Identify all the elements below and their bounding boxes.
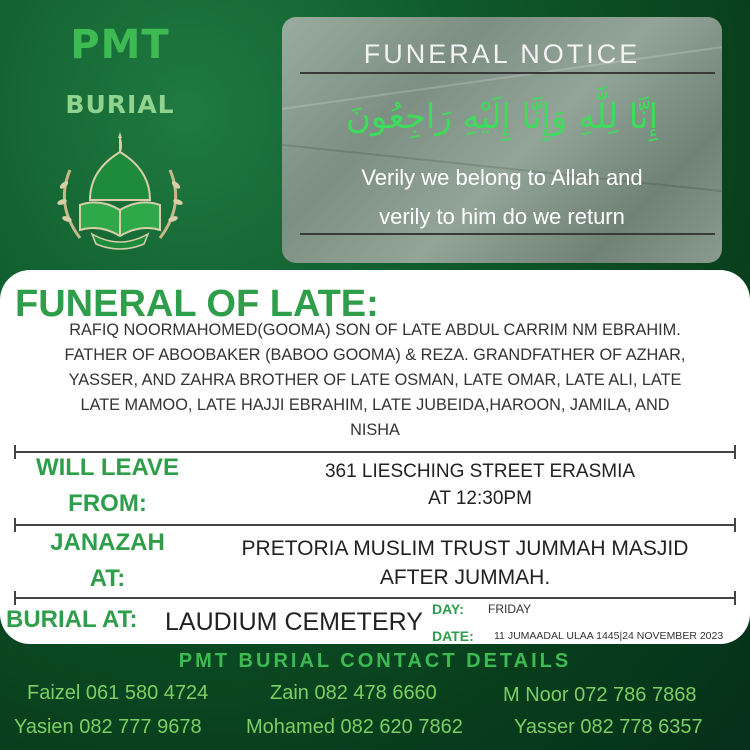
contact-yasien[interactable]: Yasien 082 777 9678 (14, 716, 202, 738)
brand-name: PMT (70, 22, 170, 68)
notice-title: FUNERAL NOTICE (363, 39, 641, 69)
notice-divider (300, 233, 715, 235)
janazah-label-line1: JANAZAH (50, 529, 165, 556)
date-label: DATE: (432, 628, 474, 644)
detail-line: FATHER OF ABOOBAKER (BABOO GOOMA) & REZA. GRANDFATHER OF AZHAR, (64, 346, 686, 364)
contacts-title: PMT BURIAL CONTACT DETAILS (178, 650, 572, 672)
janazah-place: PRETORIA MUSLIM TRUST JUMMAH MASJID (241, 537, 689, 560)
funeral-notice-card (282, 17, 722, 263)
contact-zain[interactable]: Zain 082 478 6660 (270, 682, 437, 704)
leave-address: 361 LIESCHING STREET ERASMIA (324, 461, 636, 482)
janazah-time: AFTER JUMMAH. (379, 566, 551, 589)
contact-m-noor[interactable]: M Noor 072 786 7868 (503, 684, 697, 706)
burial-label: BURIAL AT: (6, 606, 138, 633)
section-divider (14, 597, 736, 599)
burial-place: LAUDIUM CEMETERY (165, 608, 423, 636)
quran-mosque-wreath-icon (50, 130, 190, 255)
deceased-details (6, 318, 744, 443)
date-value: 11 JUMAADAL ULAA 1445|24 NOVEMBER 2023 (494, 630, 724, 642)
day-label: DAY: (432, 601, 464, 617)
leave-label-line2: FROM: (68, 490, 147, 517)
detail-line: LATE MAMOO, LATE HAJJI EBRAHIM, LATE JUBEIDA,HAROON, JAMILA, AND (80, 396, 670, 414)
leave-label-line1: WILL LEAVE (35, 454, 180, 481)
arabic-verse: إِنَّا لِلَّهِ وَإِنَّا إِلَيْهِ رَاجِعُونَ (345, 97, 659, 137)
leave-time: AT 12:30PM (428, 488, 532, 509)
section-divider (14, 451, 736, 453)
contact-faizel[interactable]: Faizel 061 580 4724 (27, 682, 209, 704)
day-value: FRIDAY (488, 602, 532, 616)
contact-mohamed[interactable]: Mohamed 082 620 7862 (246, 716, 463, 738)
funeral-heading: FUNERAL OF LATE: (15, 283, 379, 325)
contact-yasser[interactable]: Yasser 082 778 6357 (514, 716, 703, 738)
section-divider (14, 524, 736, 526)
notice-divider (300, 72, 715, 74)
verse-line-2: verily to him do we return (379, 204, 625, 229)
verse-line-1: Verily we belong to Allah and (361, 165, 643, 190)
detail-line: YASSER, AND ZAHRA BROTHER OF LATE OSMAN, LATE OMAR, LATE ALI, LATE (68, 371, 682, 389)
detail-line: RAFIQ NOORMAHOMED(GOOMA) SON OF LATE ABDUL CARRIM NM EBRAHIM. (69, 321, 681, 339)
brand-subtitle: BURIAL (65, 90, 175, 119)
janazah-label-line2: AT: (89, 565, 126, 592)
detail-line: NISHA (350, 421, 400, 439)
